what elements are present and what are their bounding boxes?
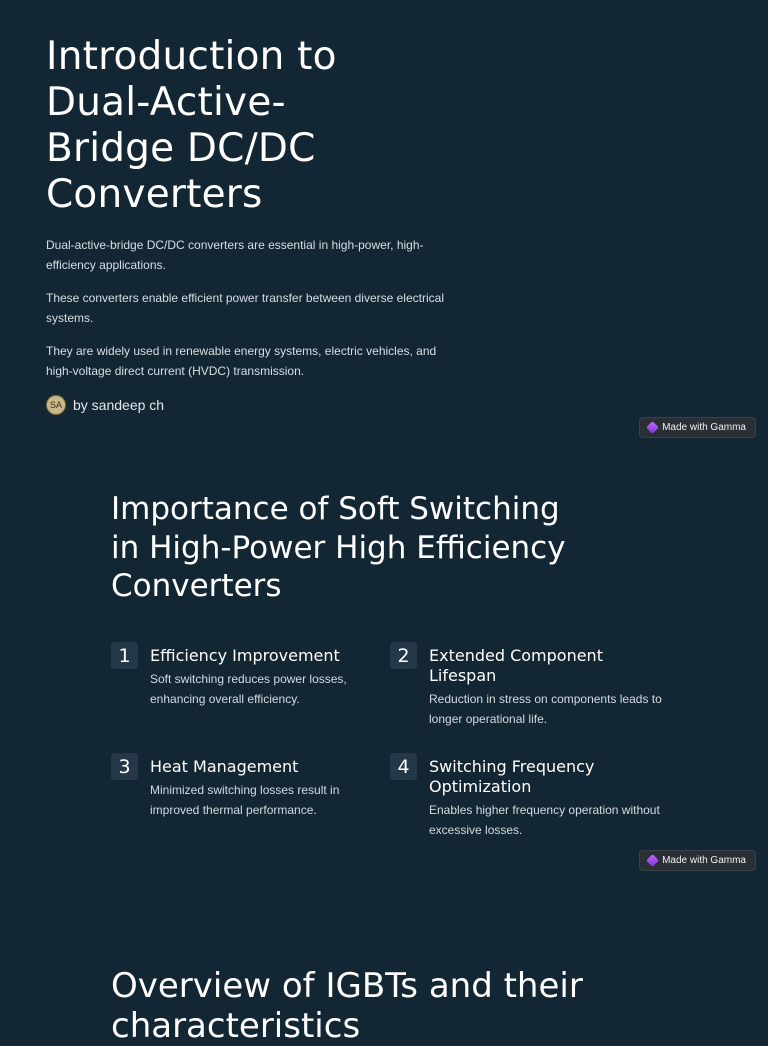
author-byline (46, 395, 164, 415)
item-body: Enables higher frequency operation without excessive losses. (429, 803, 660, 837)
section-title (111, 490, 671, 606)
item-body: Soft switching reduces power losses, enhancing overall efficiency. (150, 672, 347, 706)
gamma-logo-icon (646, 421, 659, 434)
slide-soft-switching (0, 448, 768, 880)
badge-label: Made with Gamma (662, 855, 746, 866)
intro-paragraph: They are widely used in renewable energy systems, electric vehicles, and high-voltage direct current (HVDC) transmission. (46, 344, 437, 378)
intro-paragraph: These converters enable efficient power transfer between diverse electrical systems. (46, 291, 444, 325)
made-with-gamma-badge[interactable] (639, 417, 756, 438)
item-number: 2 (390, 642, 417, 669)
author-name: by sandeep ch (73, 397, 165, 413)
intro-paragraph: Dual-active-bridge DC/DC converters are essential in high-power, high-efficiency applications. (46, 238, 424, 272)
title-line: Bridge DC/DC (46, 126, 316, 171)
slide-igbt-overview (0, 880, 768, 1046)
title-line: Overview of IGBTs and their (111, 966, 583, 1006)
avatar: SA (46, 395, 66, 415)
item-number: 3 (111, 753, 138, 780)
title-line: in High-Power High Efficiency (111, 529, 566, 566)
item-title: Extended Component Lifespan (429, 646, 603, 685)
title-line: Importance of Soft Switching (111, 491, 560, 527)
item-body: Minimized switching losses result in improved thermal performance. (150, 783, 340, 817)
title-line: Converters (111, 568, 282, 604)
gamma-logo-icon (646, 854, 659, 867)
title-line: Introduction to (46, 34, 337, 79)
item-title: Efficiency Improvement (150, 646, 340, 665)
title-line: Converters (46, 172, 263, 217)
section-title (111, 966, 671, 1046)
badge-label: Made with Gamma (662, 422, 746, 433)
page-title (46, 34, 446, 218)
item-number: 4 (390, 753, 417, 780)
item-title: Heat Management (150, 757, 299, 776)
title-line: Dual-Active- (46, 80, 286, 125)
item-number: 1 (111, 642, 138, 669)
item-body: Reduction in stress on components leads to longer operational life. (429, 692, 662, 726)
title-line: characteristics (111, 1006, 361, 1046)
item-title: Switching Frequency Optimization (429, 757, 595, 796)
slide-introduction (0, 0, 768, 448)
made-with-gamma-badge[interactable] (639, 850, 756, 871)
